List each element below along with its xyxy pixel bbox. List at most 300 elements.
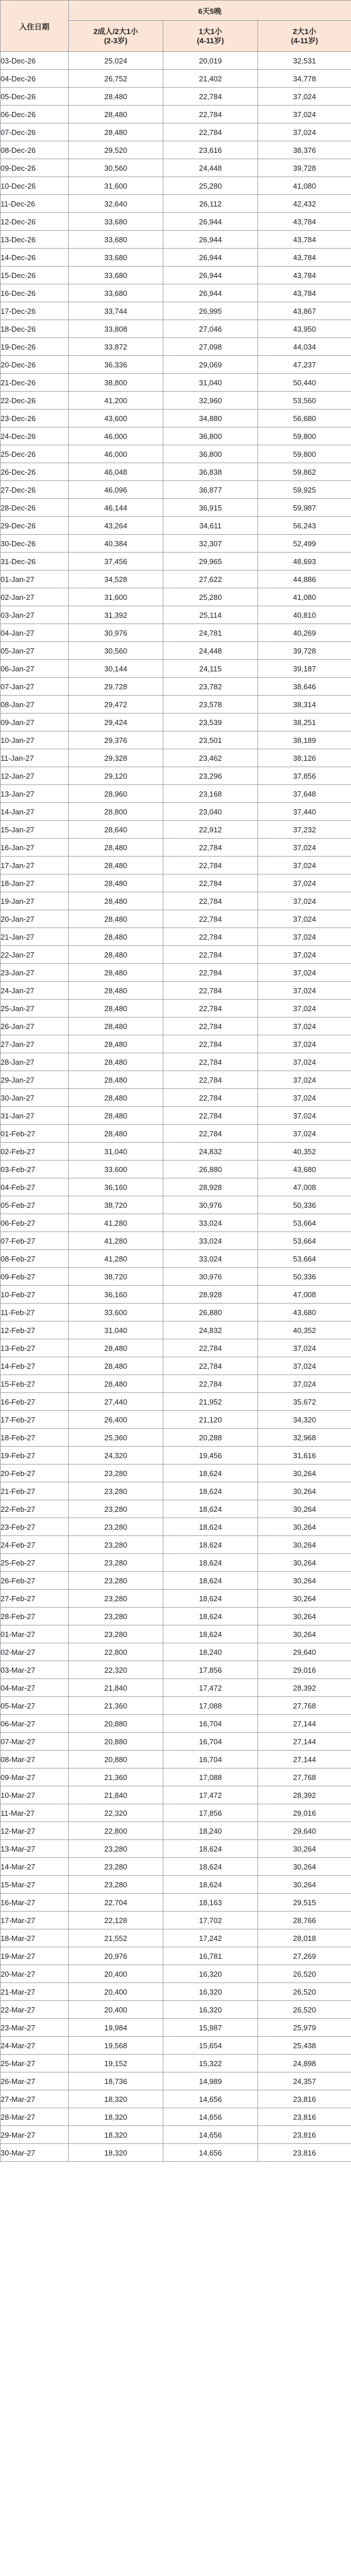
price-2adults-2-3yr-cell: 28,480 bbox=[69, 839, 163, 857]
column-header-line2: (4-11岁) bbox=[197, 36, 224, 45]
price-1adult-1child-cell: 16,704 bbox=[163, 1751, 258, 1768]
price-2adults-2-3yr-cell: 20,400 bbox=[69, 1983, 163, 2001]
price-2adults-1child-cell: 28,392 bbox=[258, 1679, 351, 1697]
price-2adults-1child-cell: 43,680 bbox=[258, 1161, 351, 1178]
price-1adult-1child-cell: 36,915 bbox=[163, 499, 258, 517]
table-row bbox=[1, 1572, 351, 1590]
price-2adults-1child-cell: 59,800 bbox=[258, 445, 351, 463]
table-row bbox=[1, 874, 351, 892]
price-1adult-1child-cell: 24,832 bbox=[163, 1321, 258, 1339]
price-2adults-2-3yr-cell: 19,568 bbox=[69, 2037, 163, 2055]
table-row bbox=[1, 1393, 351, 1411]
price-2adults-1child-cell: 53,664 bbox=[258, 1232, 351, 1250]
package-header: 6天5晚 bbox=[69, 1, 351, 21]
price-2adults-1child-cell: 37,024 bbox=[258, 1071, 351, 1089]
price-1adult-1child-cell: 17,472 bbox=[163, 1786, 258, 1804]
price-2adults-1child-cell: 37,024 bbox=[258, 839, 351, 857]
table-row bbox=[1, 1465, 351, 1482]
table-row bbox=[1, 731, 351, 749]
price-1adult-1child-cell: 23,782 bbox=[163, 678, 258, 696]
price-2adults-2-3yr-cell: 20,880 bbox=[69, 1751, 163, 1768]
price-1adult-1child-cell: 22,784 bbox=[163, 857, 258, 874]
price-2adults-1child-cell: 26,520 bbox=[258, 1983, 351, 2001]
price-1adult-1child-cell: 18,624 bbox=[163, 1465, 258, 1482]
table-row bbox=[1, 1625, 351, 1643]
price-1adult-1child-cell: 17,856 bbox=[163, 1804, 258, 1822]
price-2adults-2-3yr-cell: 43,264 bbox=[69, 517, 163, 535]
table-row bbox=[1, 1000, 351, 1017]
price-2adults-2-3yr-cell: 28,480 bbox=[69, 946, 163, 964]
checkin-date-cell: 08-Feb-27 bbox=[1, 1250, 69, 1268]
checkin-date-cell: 23-Jan-27 bbox=[1, 964, 69, 982]
column-header-1adult-1child bbox=[163, 21, 258, 52]
price-1adult-1child-cell: 26,944 bbox=[163, 284, 258, 302]
checkin-date-cell: 06-Jan-27 bbox=[1, 660, 69, 678]
price-2adults-2-3yr-cell: 33,680 bbox=[69, 249, 163, 266]
table-row bbox=[1, 1339, 351, 1357]
table-row bbox=[1, 1321, 351, 1339]
price-2adults-1child-cell: 30,264 bbox=[258, 1858, 351, 1876]
price-2adults-1child-cell: 30,264 bbox=[258, 1876, 351, 1894]
price-1adult-1child-cell: 14,656 bbox=[163, 2144, 258, 2162]
table-row bbox=[1, 1017, 351, 1035]
checkin-date-cell: 11-Jan-27 bbox=[1, 749, 69, 767]
table-row bbox=[1, 106, 351, 123]
checkin-date-cell: 27-Feb-27 bbox=[1, 1590, 69, 1608]
price-2adults-1child-cell: 48,693 bbox=[258, 553, 351, 570]
price-2adults-2-3yr-cell: 31,040 bbox=[69, 1143, 163, 1161]
price-2adults-2-3yr-cell: 28,480 bbox=[69, 964, 163, 982]
checkin-date-cell: 04-Dec-26 bbox=[1, 70, 69, 88]
price-2adults-1child-cell: 37,024 bbox=[258, 88, 351, 106]
table-row bbox=[1, 88, 351, 106]
price-2adults-2-3yr-cell: 28,480 bbox=[69, 1000, 163, 1017]
price-1adult-1child-cell: 26,944 bbox=[163, 266, 258, 284]
price-2adults-1child-cell: 37,024 bbox=[258, 857, 351, 874]
table-row bbox=[1, 910, 351, 928]
checkin-date-cell: 01-Feb-27 bbox=[1, 1125, 69, 1143]
price-2adults-2-3yr-cell: 46,048 bbox=[69, 463, 163, 481]
checkin-date-cell: 19-Dec-26 bbox=[1, 338, 69, 356]
price-2adults-1child-cell: 43,784 bbox=[258, 231, 351, 249]
price-2adults-1child-cell: 37,024 bbox=[258, 1107, 351, 1125]
price-2adults-2-3yr-cell: 27,440 bbox=[69, 1393, 163, 1411]
price-2adults-1child-cell: 38,376 bbox=[258, 141, 351, 159]
price-2adults-2-3yr-cell: 31,392 bbox=[69, 606, 163, 624]
price-2adults-2-3yr-cell: 20,880 bbox=[69, 1733, 163, 1751]
price-2adults-2-3yr-cell: 22,704 bbox=[69, 1894, 163, 1912]
table-row bbox=[1, 821, 351, 839]
checkin-date-cell: 12-Mar-27 bbox=[1, 1822, 69, 1840]
table-row bbox=[1, 857, 351, 874]
table-row bbox=[1, 1608, 351, 1625]
price-2adults-1child-cell: 37,440 bbox=[258, 803, 351, 821]
price-2adults-2-3yr-cell: 19,152 bbox=[69, 2055, 163, 2072]
price-2adults-2-3yr-cell: 21,840 bbox=[69, 1786, 163, 1804]
table-row bbox=[1, 123, 351, 141]
table-row bbox=[1, 660, 351, 678]
table-row bbox=[1, 982, 351, 1000]
price-2adults-2-3yr-cell: 33,600 bbox=[69, 1304, 163, 1321]
price-1adult-1child-cell: 22,784 bbox=[163, 88, 258, 106]
table-row bbox=[1, 642, 351, 660]
price-1adult-1child-cell: 22,784 bbox=[163, 839, 258, 857]
price-2adults-1child-cell: 24,898 bbox=[258, 2055, 351, 2072]
table-row bbox=[1, 749, 351, 767]
price-2adults-2-3yr-cell: 21,360 bbox=[69, 1697, 163, 1715]
price-1adult-1child-cell: 15,322 bbox=[163, 2055, 258, 2072]
checkin-date-cell: 13-Dec-26 bbox=[1, 231, 69, 249]
price-1adult-1child-cell: 22,784 bbox=[163, 1357, 258, 1375]
price-2adults-1child-cell: 32,531 bbox=[258, 52, 351, 70]
checkin-date-cell: 02-Feb-27 bbox=[1, 1143, 69, 1161]
checkin-date-cell: 11-Dec-26 bbox=[1, 195, 69, 213]
price-2adults-2-3yr-cell: 20,976 bbox=[69, 1947, 163, 1965]
price-1adult-1child-cell: 21,120 bbox=[163, 1411, 258, 1429]
price-1adult-1child-cell: 25,114 bbox=[163, 606, 258, 624]
table-row bbox=[1, 2037, 351, 2055]
table-row bbox=[1, 1089, 351, 1107]
price-2adults-1child-cell: 30,264 bbox=[258, 1608, 351, 1625]
price-1adult-1child-cell: 18,624 bbox=[163, 1572, 258, 1590]
price-2adults-2-3yr-cell: 26,752 bbox=[69, 70, 163, 88]
checkin-date-cell: 27-Jan-27 bbox=[1, 1035, 69, 1053]
checkin-date-cell: 26-Feb-27 bbox=[1, 1572, 69, 1590]
checkin-date-cell: 12-Feb-27 bbox=[1, 1321, 69, 1339]
price-2adults-2-3yr-cell: 28,480 bbox=[69, 982, 163, 1000]
table-row bbox=[1, 231, 351, 249]
table-body bbox=[1, 52, 351, 2162]
checkin-date-cell: 03-Feb-27 bbox=[1, 1161, 69, 1178]
price-2adults-2-3yr-cell: 46,096 bbox=[69, 481, 163, 499]
table-row bbox=[1, 338, 351, 356]
price-2adults-2-3yr-cell: 33,680 bbox=[69, 213, 163, 231]
table-row bbox=[1, 1804, 351, 1822]
price-2adults-1child-cell: 38,646 bbox=[258, 678, 351, 696]
price-2adults-1child-cell: 59,862 bbox=[258, 463, 351, 481]
table-row bbox=[1, 1482, 351, 1500]
price-2adults-2-3yr-cell: 28,480 bbox=[69, 88, 163, 106]
table-row bbox=[1, 1286, 351, 1304]
price-2adults-1child-cell: 39,728 bbox=[258, 159, 351, 177]
checkin-date-cell: 14-Dec-26 bbox=[1, 249, 69, 266]
table-row bbox=[1, 964, 351, 982]
checkin-date-cell: 20-Feb-27 bbox=[1, 1465, 69, 1482]
price-2adults-2-3yr-cell: 37,456 bbox=[69, 553, 163, 570]
price-2adults-2-3yr-cell: 28,480 bbox=[69, 1339, 163, 1357]
price-1adult-1child-cell: 36,800 bbox=[163, 427, 258, 445]
price-2adults-1child-cell: 37,024 bbox=[258, 1035, 351, 1053]
price-1adult-1child-cell: 25,280 bbox=[163, 588, 258, 606]
price-2adults-1child-cell: 37,024 bbox=[258, 910, 351, 928]
price-2adults-1child-cell: 41,080 bbox=[258, 588, 351, 606]
price-1adult-1child-cell: 29,965 bbox=[163, 553, 258, 570]
checkin-date-cell: 21-Mar-27 bbox=[1, 1983, 69, 2001]
price-1adult-1child-cell: 17,242 bbox=[163, 1929, 258, 1947]
table-row bbox=[1, 1447, 351, 1465]
price-1adult-1child-cell: 22,912 bbox=[163, 821, 258, 839]
price-2adults-1child-cell: 25,438 bbox=[258, 2037, 351, 2055]
table-row bbox=[1, 1071, 351, 1089]
checkin-date-cell: 07-Mar-27 bbox=[1, 1733, 69, 1751]
price-1adult-1child-cell: 33,024 bbox=[163, 1214, 258, 1232]
table-row bbox=[1, 928, 351, 946]
price-2adults-1child-cell: 43,784 bbox=[258, 249, 351, 266]
price-2adults-1child-cell: 30,264 bbox=[258, 1500, 351, 1518]
table-row bbox=[1, 249, 351, 266]
price-2adults-2-3yr-cell: 32,640 bbox=[69, 195, 163, 213]
price-2adults-1child-cell: 23,816 bbox=[258, 2144, 351, 2162]
price-2adults-2-3yr-cell: 41,280 bbox=[69, 1250, 163, 1268]
price-2adults-1child-cell: 39,728 bbox=[258, 642, 351, 660]
table-row bbox=[1, 1304, 351, 1321]
price-2adults-2-3yr-cell: 19,984 bbox=[69, 2019, 163, 2037]
table-row bbox=[1, 1679, 351, 1697]
checkin-date-cell: 24-Jan-27 bbox=[1, 982, 69, 1000]
price-2adults-1child-cell: 40,352 bbox=[258, 1321, 351, 1339]
price-2adults-2-3yr-cell: 25,024 bbox=[69, 52, 163, 70]
price-1adult-1child-cell: 18,624 bbox=[163, 1590, 258, 1608]
price-1adult-1child-cell: 22,784 bbox=[163, 892, 258, 910]
price-1adult-1child-cell: 20,288 bbox=[163, 1429, 258, 1447]
price-2adults-1child-cell: 44,886 bbox=[258, 570, 351, 588]
checkin-date-cell: 17-Dec-26 bbox=[1, 302, 69, 320]
price-2adults-2-3yr-cell: 31,040 bbox=[69, 1321, 163, 1339]
price-2adults-2-3yr-cell: 23,280 bbox=[69, 1554, 163, 1572]
price-2adults-1child-cell: 37,024 bbox=[258, 964, 351, 982]
price-2adults-1child-cell: 30,264 bbox=[258, 1518, 351, 1536]
price-1adult-1child-cell: 22,784 bbox=[163, 1107, 258, 1125]
price-2adults-2-3yr-cell: 36,336 bbox=[69, 356, 163, 374]
checkin-date-cell: 27-Dec-26 bbox=[1, 481, 69, 499]
checkin-date-cell: 29-Dec-26 bbox=[1, 517, 69, 535]
price-2adults-2-3yr-cell: 46,000 bbox=[69, 427, 163, 445]
price-2adults-2-3yr-cell: 33,680 bbox=[69, 231, 163, 249]
price-2adults-1child-cell: 23,816 bbox=[258, 2108, 351, 2126]
price-2adults-2-3yr-cell: 33,808 bbox=[69, 320, 163, 338]
price-1adult-1child-cell: 18,240 bbox=[163, 1643, 258, 1661]
table-row bbox=[1, 535, 351, 553]
checkin-date-cell: 06-Dec-26 bbox=[1, 106, 69, 123]
price-2adults-1child-cell: 42,432 bbox=[258, 195, 351, 213]
price-2adults-1child-cell: 37,024 bbox=[258, 1089, 351, 1107]
price-2adults-1child-cell: 47,008 bbox=[258, 1286, 351, 1304]
price-2adults-1child-cell: 53,560 bbox=[258, 392, 351, 410]
column-header-line1: 2大1小 bbox=[293, 27, 316, 36]
table-row bbox=[1, 1411, 351, 1429]
price-1adult-1child-cell: 21,402 bbox=[163, 70, 258, 88]
checkin-date-cell: 11-Mar-27 bbox=[1, 1804, 69, 1822]
price-2adults-2-3yr-cell: 20,400 bbox=[69, 1965, 163, 1983]
price-1adult-1child-cell: 14,989 bbox=[163, 2072, 258, 2090]
price-2adults-1child-cell: 56,680 bbox=[258, 410, 351, 427]
price-2adults-2-3yr-cell: 38,800 bbox=[69, 374, 163, 392]
checkin-date-cell: 18-Jan-27 bbox=[1, 874, 69, 892]
price-2adults-1child-cell: 43,784 bbox=[258, 284, 351, 302]
price-2adults-1child-cell: 23,816 bbox=[258, 2090, 351, 2108]
price-1adult-1child-cell: 26,880 bbox=[163, 1304, 258, 1321]
checkin-date-cell: 01-Mar-27 bbox=[1, 1625, 69, 1643]
price-2adults-1child-cell: 47,237 bbox=[258, 356, 351, 374]
table-row bbox=[1, 302, 351, 320]
table-row bbox=[1, 1536, 351, 1554]
price-1adult-1child-cell: 24,448 bbox=[163, 642, 258, 660]
price-1adult-1child-cell: 23,501 bbox=[163, 731, 258, 749]
price-2adults-1child-cell: 40,352 bbox=[258, 1143, 351, 1161]
price-2adults-2-3yr-cell: 41,280 bbox=[69, 1232, 163, 1250]
price-2adults-2-3yr-cell: 29,376 bbox=[69, 731, 163, 749]
price-2adults-1child-cell: 50,440 bbox=[258, 374, 351, 392]
price-1adult-1child-cell: 18,624 bbox=[163, 1858, 258, 1876]
price-2adults-1child-cell: 30,264 bbox=[258, 1554, 351, 1572]
price-1adult-1child-cell: 22,784 bbox=[163, 982, 258, 1000]
price-2adults-1child-cell: 26,520 bbox=[258, 1965, 351, 1983]
checkin-date-cell: 01-Jan-27 bbox=[1, 570, 69, 588]
price-2adults-1child-cell: 29,016 bbox=[258, 1661, 351, 1679]
price-2adults-2-3yr-cell: 28,800 bbox=[69, 803, 163, 821]
price-2adults-1child-cell: 47,008 bbox=[258, 1178, 351, 1196]
price-2adults-2-3yr-cell: 23,280 bbox=[69, 1625, 163, 1643]
price-2adults-2-3yr-cell: 36,160 bbox=[69, 1286, 163, 1304]
price-2adults-1child-cell: 37,024 bbox=[258, 1000, 351, 1017]
price-1adult-1child-cell: 18,624 bbox=[163, 1840, 258, 1858]
checkin-date-cell: 10-Feb-27 bbox=[1, 1286, 69, 1304]
checkin-date-cell: 25-Feb-27 bbox=[1, 1554, 69, 1572]
checkin-date-cell: 17-Mar-27 bbox=[1, 1912, 69, 1929]
price-1adult-1child-cell: 23,296 bbox=[163, 767, 258, 785]
checkin-date-cell: 21-Jan-27 bbox=[1, 928, 69, 946]
checkin-date-cell: 11-Feb-27 bbox=[1, 1304, 69, 1321]
price-1adult-1child-cell: 33,024 bbox=[163, 1250, 258, 1268]
price-2adults-2-3yr-cell: 30,144 bbox=[69, 660, 163, 678]
price-2adults-2-3yr-cell: 23,280 bbox=[69, 1840, 163, 1858]
price-1adult-1child-cell: 22,784 bbox=[163, 123, 258, 141]
checkin-date-cell: 15-Mar-27 bbox=[1, 1876, 69, 1894]
checkin-date-cell: 05-Mar-27 bbox=[1, 1697, 69, 1715]
price-1adult-1child-cell: 30,976 bbox=[163, 1268, 258, 1286]
checkin-date-cell: 06-Feb-27 bbox=[1, 1214, 69, 1232]
price-1adult-1child-cell: 36,800 bbox=[163, 445, 258, 463]
price-1adult-1child-cell: 36,838 bbox=[163, 463, 258, 481]
table-row bbox=[1, 392, 351, 410]
price-2adults-1child-cell: 37,024 bbox=[258, 106, 351, 123]
price-1adult-1child-cell: 27,622 bbox=[163, 570, 258, 588]
table-row bbox=[1, 410, 351, 427]
checkin-date-cell: 20-Mar-27 bbox=[1, 1965, 69, 1983]
checkin-date-cell: 18-Dec-26 bbox=[1, 320, 69, 338]
table-row bbox=[1, 714, 351, 731]
price-2adults-1child-cell: 34,778 bbox=[258, 70, 351, 88]
checkin-date-cell: 25-Jan-27 bbox=[1, 1000, 69, 1017]
price-2adults-2-3yr-cell: 25,360 bbox=[69, 1429, 163, 1447]
table-row bbox=[1, 2108, 351, 2126]
price-2adults-1child-cell: 38,251 bbox=[258, 714, 351, 731]
price-2adults-2-3yr-cell: 29,328 bbox=[69, 749, 163, 767]
price-2adults-2-3yr-cell: 29,120 bbox=[69, 767, 163, 785]
price-2adults-2-3yr-cell: 28,480 bbox=[69, 1035, 163, 1053]
column-header-2adults-1child bbox=[258, 21, 351, 52]
price-2adults-2-3yr-cell: 22,800 bbox=[69, 1643, 163, 1661]
price-2adults-1child-cell: 40,269 bbox=[258, 624, 351, 642]
price-1adult-1child-cell: 22,784 bbox=[163, 1053, 258, 1071]
table-row bbox=[1, 1947, 351, 1965]
price-2adults-2-3yr-cell: 28,480 bbox=[69, 123, 163, 141]
price-1adult-1child-cell: 27,046 bbox=[163, 320, 258, 338]
price-2adults-1child-cell: 29,016 bbox=[258, 1804, 351, 1822]
table-row bbox=[1, 1715, 351, 1733]
checkin-date-cell: 24-Mar-27 bbox=[1, 2037, 69, 2055]
checkin-date-cell: 03-Dec-26 bbox=[1, 52, 69, 70]
price-2adults-2-3yr-cell: 33,600 bbox=[69, 1161, 163, 1178]
price-2adults-1child-cell: 38,126 bbox=[258, 749, 351, 767]
price-1adult-1child-cell: 26,880 bbox=[163, 1161, 258, 1178]
price-2adults-1child-cell: 31,616 bbox=[258, 1447, 351, 1465]
price-2adults-2-3yr-cell: 33,744 bbox=[69, 302, 163, 320]
price-2adults-2-3yr-cell: 21,840 bbox=[69, 1679, 163, 1697]
table-row bbox=[1, 481, 351, 499]
price-1adult-1child-cell: 17,472 bbox=[163, 1679, 258, 1697]
price-2adults-2-3yr-cell: 36,160 bbox=[69, 1178, 163, 1196]
price-2adults-2-3yr-cell: 38,720 bbox=[69, 1268, 163, 1286]
price-2adults-2-3yr-cell: 33,680 bbox=[69, 284, 163, 302]
table-row bbox=[1, 2144, 351, 2162]
price-2adults-1child-cell: 59,925 bbox=[258, 481, 351, 499]
table-row bbox=[1, 1375, 351, 1393]
price-2adults-1child-cell: 37,024 bbox=[258, 1375, 351, 1393]
price-1adult-1child-cell: 16,704 bbox=[163, 1715, 258, 1733]
checkin-date-cell: 08-Jan-27 bbox=[1, 696, 69, 714]
checkin-date-cell: 18-Mar-27 bbox=[1, 1929, 69, 1947]
table-row bbox=[1, 2001, 351, 2019]
price-2adults-1child-cell: 37,856 bbox=[258, 767, 351, 785]
checkin-date-cell: 30-Jan-27 bbox=[1, 1089, 69, 1107]
table-row bbox=[1, 2055, 351, 2072]
table-row bbox=[1, 946, 351, 964]
checkin-date-cell: 29-Mar-27 bbox=[1, 2126, 69, 2144]
table-row bbox=[1, 553, 351, 570]
price-1adult-1child-cell: 22,784 bbox=[163, 1017, 258, 1035]
price-2adults-1child-cell: 28,018 bbox=[258, 1929, 351, 1947]
checkin-date-header: 入住日期 bbox=[1, 1, 69, 52]
table-row bbox=[1, 1822, 351, 1840]
table-row bbox=[1, 284, 351, 302]
price-1adult-1child-cell: 23,578 bbox=[163, 696, 258, 714]
checkin-date-cell: 21-Dec-26 bbox=[1, 374, 69, 392]
table-row bbox=[1, 195, 351, 213]
price-1adult-1child-cell: 24,781 bbox=[163, 624, 258, 642]
price-1adult-1child-cell: 24,448 bbox=[163, 159, 258, 177]
price-2adults-2-3yr-cell: 28,480 bbox=[69, 1089, 163, 1107]
price-2adults-2-3yr-cell: 18,736 bbox=[69, 2072, 163, 2090]
price-1adult-1child-cell: 16,781 bbox=[163, 1947, 258, 1965]
table-row bbox=[1, 1733, 351, 1751]
price-2adults-1child-cell: 53,664 bbox=[258, 1250, 351, 1268]
price-2adults-1child-cell: 41,080 bbox=[258, 177, 351, 195]
price-1adult-1child-cell: 34,880 bbox=[163, 410, 258, 427]
checkin-date-cell: 17-Jan-27 bbox=[1, 857, 69, 874]
price-1adult-1child-cell: 26,995 bbox=[163, 302, 258, 320]
checkin-date-cell: 15-Feb-27 bbox=[1, 1375, 69, 1393]
price-1adult-1child-cell: 16,320 bbox=[163, 2001, 258, 2019]
price-1adult-1child-cell: 17,088 bbox=[163, 1768, 258, 1786]
column-header-line1: 1大1小 bbox=[199, 27, 222, 36]
price-2adults-1child-cell: 37,024 bbox=[258, 1339, 351, 1357]
price-1adult-1child-cell: 22,784 bbox=[163, 928, 258, 946]
table-row bbox=[1, 1250, 351, 1268]
checkin-date-cell: 16-Mar-27 bbox=[1, 1894, 69, 1912]
price-1adult-1child-cell: 22,784 bbox=[163, 1000, 258, 1017]
checkin-date-cell: 12-Jan-27 bbox=[1, 767, 69, 785]
